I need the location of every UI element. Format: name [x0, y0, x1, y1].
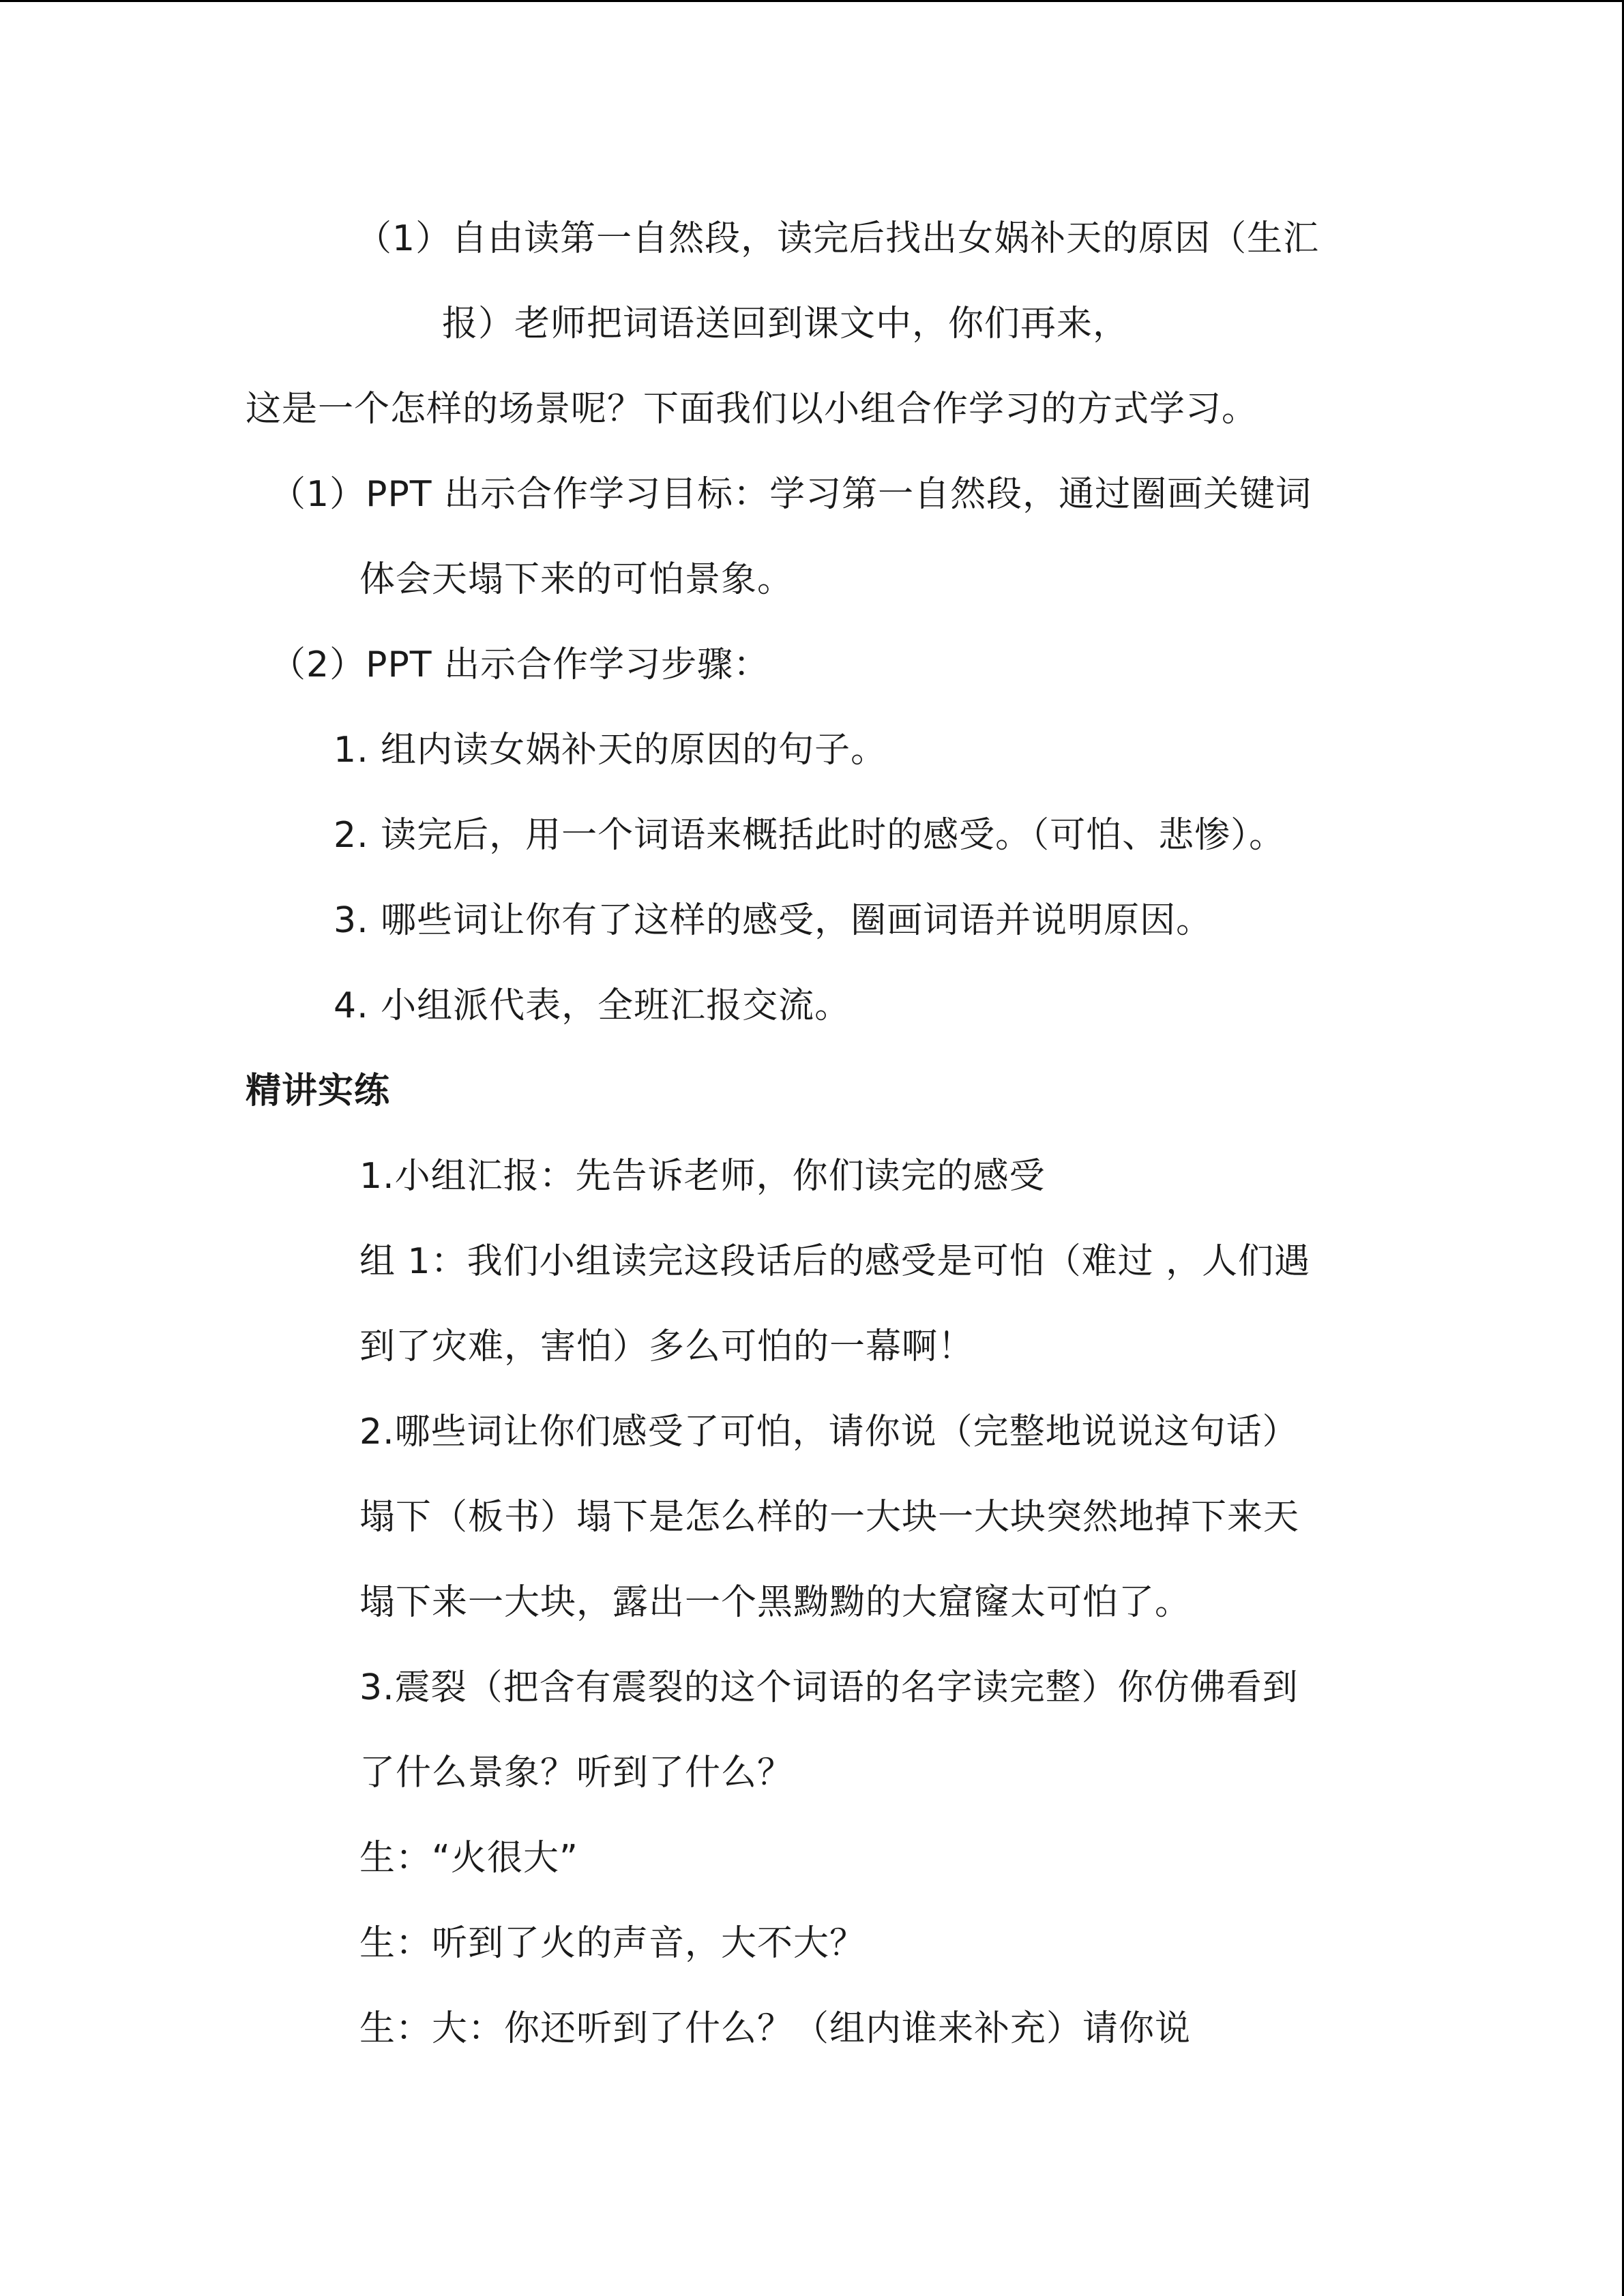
paragraph-line: 组 1：我们小组读完这段话后的感受是可怕（难过 ，人们遇 [359, 1241, 1311, 1282]
paragraph-line: 生：听到了火的声音，大不大？ [359, 1923, 866, 1964]
paragraph-line: 塌下（板书）塌下是怎么样的一大块一大块突然地掉下来天 [359, 1497, 1300, 1538]
list-item: 3. 哪些词让你有了这样的感受，圈画词语并说明原因。 [334, 900, 1213, 941]
paragraph-line: 体会天塌下来的可怕景象。 [359, 559, 794, 600]
paragraph-line: （1）自由读第一自然段，读完后找出女娲补天的原因（生汇 [356, 218, 1320, 259]
paragraph-line: 塌下来一大块，露出一个黑黝黝的大窟窿太可怕了。 [359, 1582, 1192, 1623]
paragraph-line: 1.小组汇报：先告诉老师，你们读完的感受 [359, 1156, 1046, 1197]
paragraph-line: 2.哪些词让你们感受了可怕，请你说（完整地说说这句话） [359, 1412, 1299, 1452]
paragraph-line: 到了灾难，害怕）多么可怕的一幕啊！ [359, 1326, 975, 1367]
paragraph-line: 3.震裂（把含有震裂的这个词语的名字读完整）你仿佛看到 [359, 1667, 1299, 1708]
list-item: 1. 组内读女娲补天的原因的句子。 [334, 730, 887, 771]
list-item: 4. 小组派代表，全班汇报交流。 [334, 985, 851, 1026]
section-heading: 精讲实练 [246, 1071, 391, 1112]
paragraph-line: 了什么景象？听到了什么？ [359, 1753, 794, 1793]
paragraph-line: 报）老师把词语送回到课文中，你们再来， [442, 303, 1130, 344]
list-item: 2. 读完后，用一个词语来概括此时的感受。（可怕、悲惨）。 [334, 815, 1286, 856]
paragraph-line: 这是一个怎样的场景呢？下面我们以小组合作学习的方式学习。 [246, 389, 1258, 430]
paragraph-line: （1）PPT 出示合作学习目标：学习第一自然段，通过圈画关键词 [270, 474, 1312, 515]
paragraph-line: 生：“火很大” [359, 1838, 578, 1879]
paragraph-line: 生：大：你还听到了什么？（组内谁来补充）请你说 [359, 2008, 1192, 2049]
paragraph-line: （2）PPT 出示合作学习步骤： [270, 644, 770, 685]
